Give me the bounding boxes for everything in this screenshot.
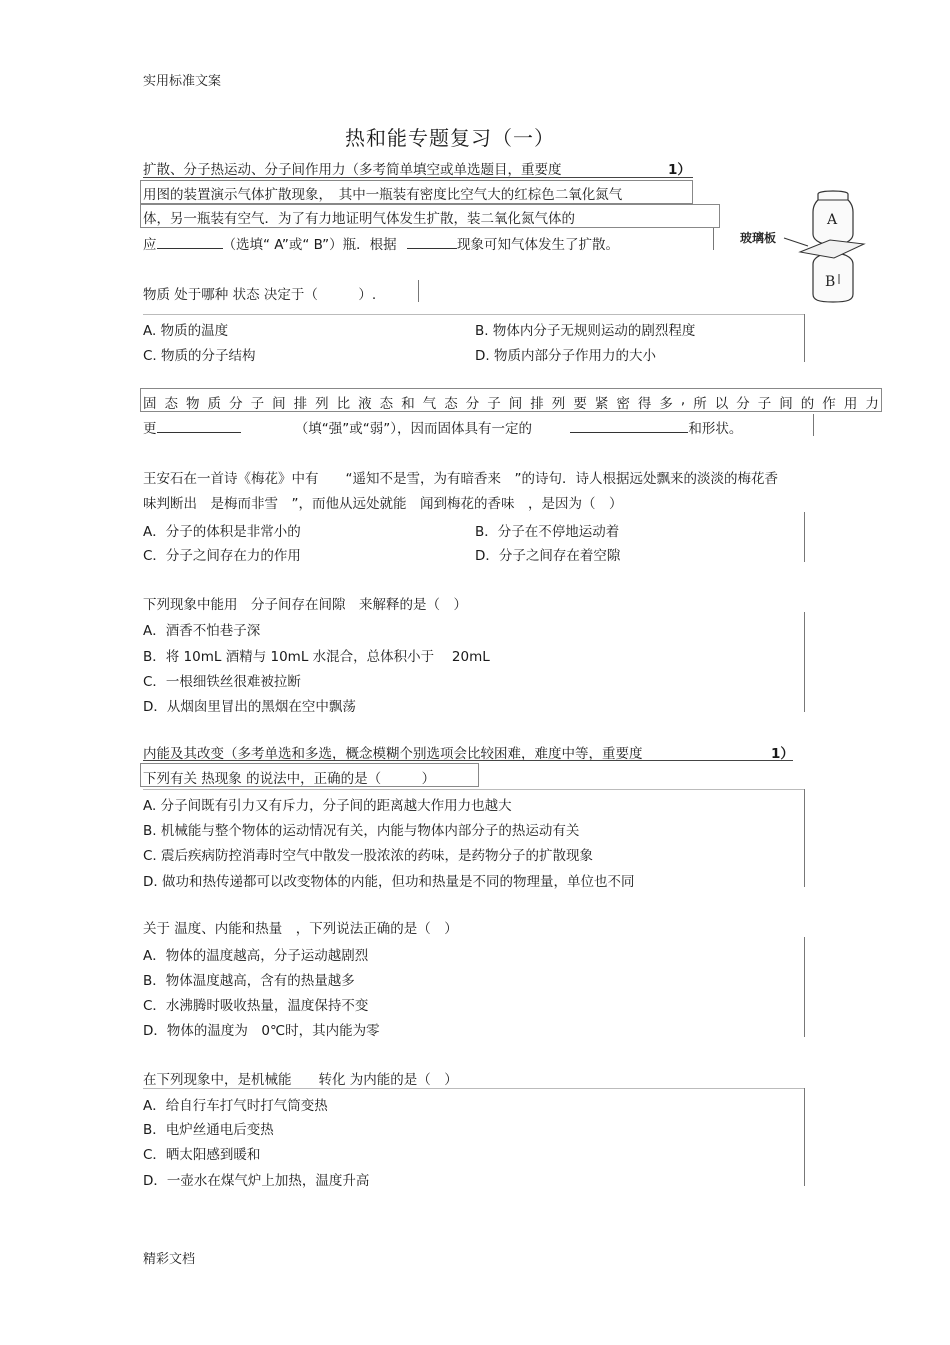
q1-line3-edge: [713, 228, 714, 250]
q1-line3-a: 应: [143, 237, 157, 253]
q3-char: ,: [680, 392, 686, 408]
q8-options-edge: [804, 1088, 805, 1186]
q3-char: 气: [422, 396, 437, 412]
q6-option-d[interactable]: D. 做功和热传递都可以改变物体的内能，但功和热量是不同的物理量，单位也不同: [143, 874, 635, 890]
q3-char: 物: [186, 396, 200, 412]
q3-blank-volume[interactable]: [570, 418, 688, 433]
q1-line3-c: 现象可知气体发生了扩散。: [456, 237, 619, 253]
q7-option-a[interactable]: A．物体的温度越高，分子运动越剧烈: [143, 948, 369, 964]
q3-char: 用: [843, 396, 858, 412]
section1-importance: 1）: [668, 162, 691, 178]
q6-option-a[interactable]: A. 分子间既有引力又有斥力，分子间的距离越大作用力也越大: [143, 798, 512, 814]
section2-importance: 1）: [771, 746, 794, 762]
figure-label-b: B: [825, 274, 836, 290]
q3-char: 以: [714, 396, 729, 412]
q1-blank-phenomenon[interactable]: [407, 234, 457, 249]
q5-stem: 下列现象中能用 分子间存在间隙 来解释的是（ ）: [143, 597, 467, 613]
q2-option-d[interactable]: D. 物质内部分子作用力的大小: [475, 348, 656, 364]
q5-option-a[interactable]: A．酒香不怕巷子深: [143, 623, 261, 639]
q3-line2: [143, 417, 742, 437]
q3-char: 作: [822, 396, 836, 412]
q1-blank-bottle[interactable]: [157, 234, 223, 249]
q3-char: 分: [736, 396, 750, 412]
q3-line2-edge: [813, 414, 814, 436]
q7-option-c[interactable]: C．水沸腾时吸收热量，温度保持不变: [143, 998, 369, 1014]
q2-options-top: [143, 314, 805, 315]
q6-option-b[interactable]: B. 机械能与整个物体的运动情况有关，内能与物体内部分子的热运动有关: [143, 823, 580, 839]
q3-char: 间: [508, 396, 523, 412]
q6-options-edge: [804, 789, 805, 887]
q4-option-c[interactable]: C．分子之间存在力的作用: [143, 548, 301, 564]
q3-char: 态: [444, 396, 458, 412]
q3-char: 固: [143, 396, 157, 412]
q8-option-b[interactable]: B．电炉丝通电后变热: [143, 1122, 274, 1138]
q4-options-edge: [804, 512, 805, 562]
q3-char: 间: [779, 396, 793, 412]
q3-line2-a: 更: [143, 421, 157, 437]
q3-char: 分: [465, 396, 480, 412]
q2-stem: 物质 处于哪种 状态 决定于（ ）.: [143, 287, 377, 303]
q3-line2-b: （填“强”或“弱”），因而固体具有一定的: [294, 421, 533, 437]
q2-option-c[interactable]: C. 物质的分子结构: [143, 348, 256, 364]
q5-options-edge: [804, 612, 805, 712]
page-header: 实用标准文案: [143, 74, 222, 89]
q3-char: 态: [164, 396, 179, 412]
diffusion-bottles-figure: [738, 188, 868, 308]
q7-options-edge: [804, 937, 805, 1037]
q5-option-d[interactable]: D．从烟囱里冒出的黑烟在空中飘荡: [143, 699, 356, 715]
q3-char: 间: [272, 396, 286, 412]
q4-option-a[interactable]: A．分子的体积是非常小的: [143, 524, 301, 540]
q3-char: 子: [250, 396, 265, 412]
q3-char: 排: [293, 396, 308, 412]
q3-char: 质: [207, 396, 222, 412]
section1-heading: 扩散、分子热运动、分子间作用力（多考简单填空或单选题目，重要度: [143, 162, 562, 178]
q3-char: 分: [229, 396, 243, 412]
q3-char: 列: [315, 396, 329, 412]
q7-option-d[interactable]: D．物体的温度为 0℃时，其内能为零: [143, 1023, 380, 1039]
section2-heading: 内能及其改变（多考单选和多选，概念模糊个别选项会比较困难，难度中等，重要度: [143, 746, 643, 762]
q4-line2: 味判断出 是梅而非雪 ”，而他从远处就能 闻到梅花的香味 ，是因为（ ）: [143, 496, 623, 512]
section2-underline: [143, 760, 793, 761]
q3-line1: [143, 392, 879, 412]
q2-stem-edge: [418, 280, 419, 302]
q6-options-top: [143, 789, 805, 790]
q3-char: 得: [637, 396, 652, 412]
q8-option-c[interactable]: C．晒太阳感到暖和: [143, 1147, 261, 1163]
page-footer: 精彩文档: [143, 1252, 196, 1267]
q7-stem: 关于 温度、内能和热量 ，下列说法正确的是（ ）: [143, 921, 458, 937]
q7-option-b[interactable]: B．物体温度越高，含有的热量越多: [143, 973, 355, 989]
q4-option-b[interactable]: B．分子在不停地运动着: [475, 524, 620, 540]
q6-stem: 下列有关 热现象 的说法中，正确的是（ ）: [143, 771, 436, 787]
q5-option-c[interactable]: C．一根细铁丝很难被拉断: [143, 674, 301, 690]
q8-option-a[interactable]: A．给自行车打气时打气筒变热: [143, 1098, 328, 1114]
q3-char: 紧: [594, 396, 609, 412]
q6-option-c[interactable]: C. 震后疾病防控消毒时空气中散发一股浓浓的药味，是药物分子的扩散现象: [143, 848, 594, 864]
q5-option-b[interactable]: B．将 10mL 酒精与 10mL 水混合，总体积小于 20mL: [143, 649, 490, 665]
page-title: 热和能专题复习（一）: [345, 126, 555, 150]
q8-options-top: [143, 1088, 805, 1089]
q3-char: 力: [865, 396, 879, 412]
q3-blank-strength[interactable]: [157, 418, 241, 433]
q1-line3: [143, 233, 619, 253]
q8-stem: 在下列现象中，是机械能 转化 为内能的是（ ）: [143, 1072, 458, 1088]
q3-char: 的: [800, 396, 815, 412]
q1-line1: 用图的装置演示气体扩散现象， 其中一瓶装有密度比空气大的红棕色二氧化氮气: [143, 187, 623, 203]
q2-option-a[interactable]: A. 物质的温度: [143, 323, 229, 339]
q1-line2: 体，另一瓶装有空气．为了有力地证明气体发生扩散，装二氧化氮气体的: [143, 211, 575, 227]
q3-line2-c: 和形状。: [688, 421, 743, 437]
q1-line3-b: （选填“ A”或“ B”）瓶．根据: [222, 237, 397, 253]
q3-char: 液: [358, 396, 372, 412]
q2-options-edge: [804, 314, 805, 362]
q3-char: 所: [693, 396, 707, 412]
q3-char: 多: [659, 396, 673, 412]
q3-char: 排: [530, 396, 544, 412]
q2-option-b[interactable]: B. 物体内分子无规则运动的剧烈程度: [475, 323, 696, 339]
q3-char: 比: [336, 396, 351, 412]
section1-underline: [143, 177, 693, 178]
q3-char: 子: [757, 396, 772, 412]
q8-option-d[interactable]: D．一壶水在煤气炉上加热，温度升高: [143, 1173, 370, 1189]
q3-char: 要: [573, 396, 587, 412]
q3-char: 子: [487, 396, 501, 412]
q3-char: 列: [551, 396, 566, 412]
q3-char: 和: [401, 396, 415, 412]
q4-line1: 王安石在一首诗《梅花》中有 “遥知不是雪，为有暗香来 ”的诗句．诗人根据远处飘来的淡淡的梅花香: [143, 471, 778, 487]
q3-char: 密: [616, 396, 630, 412]
q3-char: 态: [379, 396, 394, 412]
figure-label-board: 玻璃板: [740, 231, 777, 245]
q4-option-d[interactable]: D．分子之间存在着空隙: [475, 548, 621, 564]
figure-label-a: A: [827, 212, 838, 228]
